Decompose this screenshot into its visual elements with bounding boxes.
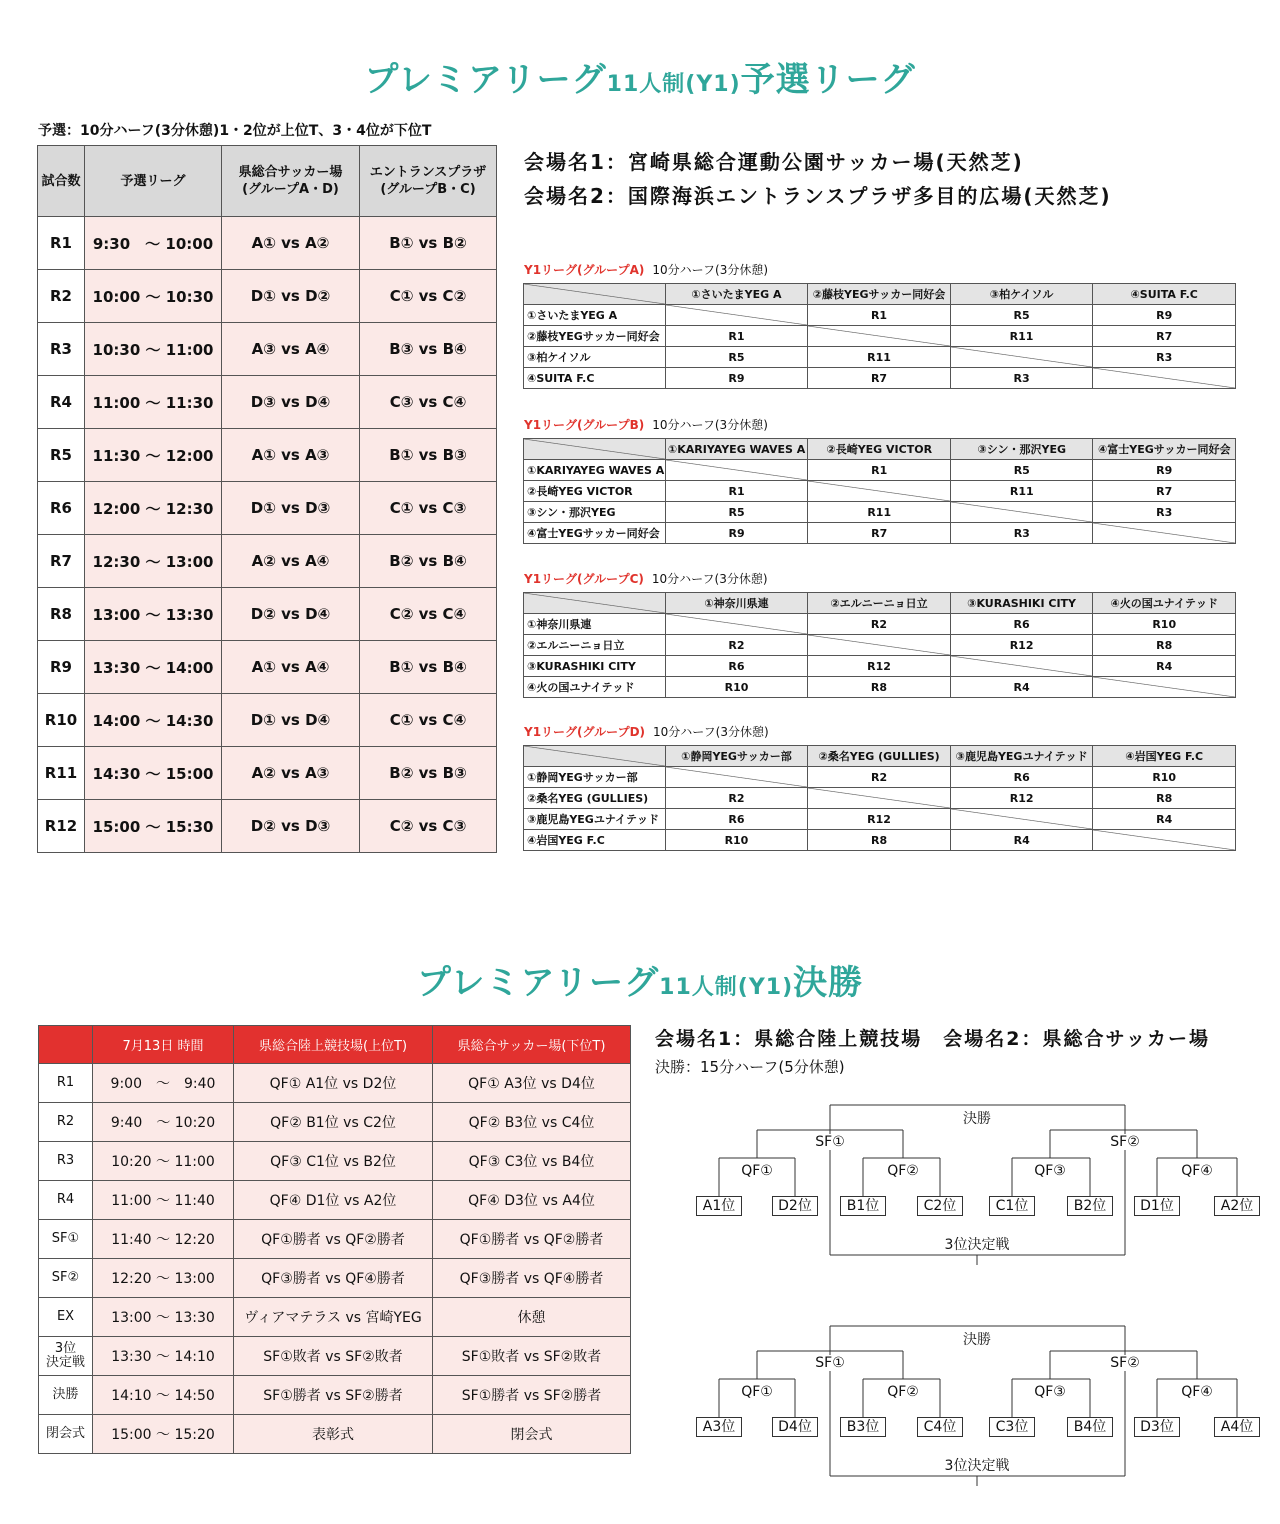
schedule-cell: D① vs D③ <box>222 482 360 535</box>
match-cell: R8 <box>1093 635 1236 656</box>
match-cell <box>951 502 1093 523</box>
match-cell <box>808 326 951 347</box>
finals-cell: QF④ D1位 vs A2位 <box>234 1181 433 1220</box>
group-label <box>524 261 768 278</box>
finals-cell: 9:00 ～ 9:40 <box>93 1064 234 1103</box>
team-row-label: ①KARIYAYEG WAVES A <box>524 460 666 481</box>
bracket-seed-box: A2位 <box>1214 1196 1260 1216</box>
group-table <box>523 283 1236 389</box>
match-cell: R10 <box>665 677 808 698</box>
schedule-cell: B③ vs B④ <box>360 323 497 376</box>
bracket-final-label: 決勝 <box>961 1108 993 1128</box>
finals-title <box>0 955 1280 1004</box>
team-row-label: ①さいたまYEG A <box>524 305 666 326</box>
schedule-cell: C① vs C④ <box>360 694 497 747</box>
match-cell <box>665 767 808 788</box>
match-cell <box>1093 368 1236 389</box>
team-header: ③KURASHIKI CITY <box>950 593 1093 614</box>
finals-cell: R2 <box>39 1103 93 1142</box>
match-cell: R8 <box>808 677 951 698</box>
schedule-cell: B② vs B④ <box>360 535 497 588</box>
match-cell: R11 <box>951 481 1093 502</box>
team-header: ③柏ケイソル <box>950 284 1093 305</box>
prelim-note: 予選：10分ハーフ(3分休憩)1・2位が上位T、3・4位が下位T <box>38 123 432 139</box>
match-cell: R1 <box>665 481 808 502</box>
schedule-cell: R1 <box>38 217 85 270</box>
finals-cell: QF①勝者 vs QF②勝者 <box>234 1220 433 1259</box>
group-label-name: Y1リーグ(グループD) <box>524 725 646 739</box>
finals-cell: R1 <box>39 1064 93 1103</box>
finals-cell: 13:00 ～ 13:30 <box>93 1298 234 1337</box>
header-cell: 試合数 <box>38 146 85 217</box>
match-cell: R10 <box>1093 614 1236 635</box>
schedule-cell: D① vs D④ <box>222 694 360 747</box>
schedule-cell: A① vs A③ <box>222 429 360 482</box>
match-cell: R12 <box>950 635 1093 656</box>
schedule-row <box>38 800 497 853</box>
finals-cell: 12:20 ～ 13:00 <box>93 1259 234 1298</box>
match-cell: R1 <box>808 460 951 481</box>
finals-venue: 会場名1：県総合陸上競技場 会場名2：県総合サッカー場 <box>655 1028 1211 1050</box>
schedule-cell: R10 <box>38 694 85 747</box>
match-cell <box>665 614 808 635</box>
finals-schedule-table <box>38 1025 631 1454</box>
match-cell: R10 <box>665 830 808 851</box>
match-cell: R6 <box>950 767 1093 788</box>
bracket-seed-box: A3位 <box>696 1417 742 1437</box>
bracket-third-label: 3位決定戦 <box>943 1455 1012 1475</box>
finals-title-main: プレミアリーグ <box>416 963 660 1003</box>
corner-cell <box>524 439 666 460</box>
team-header: ②藤枝YEGサッカー同好会 <box>808 284 951 305</box>
bracket-seed-box: B4位 <box>1067 1417 1113 1437</box>
prelim-title-small: 11人制(Y1) <box>606 72 741 97</box>
schedule-cell: A② vs A③ <box>222 747 360 800</box>
bracket-seed-box: B3位 <box>840 1417 886 1437</box>
match-cell: R4 <box>950 830 1093 851</box>
bracket-upper <box>650 1100 1270 1300</box>
team-header: ④岩国YEG F.C <box>1093 746 1236 767</box>
team-row-label: ②エルニーニョ日立 <box>524 635 666 656</box>
team-row-label: ④富士YEGサッカー同好会 <box>524 523 666 544</box>
finals-cell: QF① A1位 vs D2位 <box>234 1064 433 1103</box>
match-cell: R5 <box>951 460 1093 481</box>
match-cell: R5 <box>665 502 808 523</box>
match-cell: R6 <box>950 614 1093 635</box>
team-row-label: ②長崎YEG VICTOR <box>524 481 666 502</box>
match-cell: R7 <box>808 368 951 389</box>
header-cell: 県総合陸上競技場(上位T) <box>234 1026 433 1064</box>
bracket-qf-label: QF③ <box>1034 1384 1066 1400</box>
schedule-row <box>38 429 497 482</box>
finals-cell: SF①敗者 vs SF②敗者 <box>234 1337 433 1376</box>
schedule-cell: C③ vs C④ <box>360 376 497 429</box>
bracket-seed-box: A4位 <box>1214 1417 1260 1437</box>
team-row-label: ③鹿児島YEGユナイテッド <box>524 809 666 830</box>
prelim-title <box>0 52 1280 101</box>
match-cell: R2 <box>665 788 808 809</box>
schedule-cell: 14:30 ～ 15:00 <box>85 747 222 800</box>
bracket-sf-label: SF② <box>1110 1134 1140 1150</box>
finals-cell: QF② B3位 vs C4位 <box>433 1103 631 1142</box>
schedule-cell: D① vs D② <box>222 270 360 323</box>
bracket-seed-box: D2位 <box>772 1196 818 1216</box>
finals-cell: QF① A3位 vs D4位 <box>433 1064 631 1103</box>
team-row-label: ④火の国ユナイテッド <box>524 677 666 698</box>
match-cell: R8 <box>808 830 951 851</box>
finals-row <box>39 1220 631 1259</box>
match-cell: R4 <box>1093 656 1236 677</box>
group-label <box>524 570 768 587</box>
schedule-cell: 9:30 ～ 10:00 <box>85 217 222 270</box>
schedule-row <box>38 323 497 376</box>
schedule-cell: A① vs A④ <box>222 641 360 694</box>
schedule-row <box>38 694 497 747</box>
match-cell: R11 <box>950 326 1093 347</box>
bracket-qf-label: QF④ <box>1181 1163 1213 1179</box>
schedule-cell: 11:30 ～ 12:00 <box>85 429 222 482</box>
team-header: ②長崎YEG VICTOR <box>808 439 951 460</box>
schedule-cell: 11:00 ～ 11:30 <box>85 376 222 429</box>
schedule-cell: R5 <box>38 429 85 482</box>
schedule-cell: D② vs D④ <box>222 588 360 641</box>
match-cell: R9 <box>1093 460 1236 481</box>
schedule-row <box>38 588 497 641</box>
group-label-name: Y1リーグ(グループB) <box>524 418 645 432</box>
schedule-cell: 12:00 ～ 12:30 <box>85 482 222 535</box>
match-cell <box>808 635 951 656</box>
finals-row <box>39 1376 631 1415</box>
match-cell: R10 <box>1093 767 1236 788</box>
group-label-name: Y1リーグ(グループA) <box>524 263 645 277</box>
schedule-cell: C① vs C② <box>360 270 497 323</box>
corner-cell <box>524 746 666 767</box>
bracket-seed-box: A1位 <box>696 1196 742 1216</box>
bracket-lower <box>650 1321 1270 1521</box>
match-cell <box>665 460 808 481</box>
finals-cell: 休憩 <box>433 1298 631 1337</box>
finals-cell: SF①敗者 vs SF②敗者 <box>433 1337 631 1376</box>
finals-cell: QF③ C1位 vs B2位 <box>234 1142 433 1181</box>
match-cell: R3 <box>1093 502 1236 523</box>
schedule-row <box>38 217 497 270</box>
schedule-cell: A② vs A④ <box>222 535 360 588</box>
finals-title-tail: 決勝 <box>793 963 864 1003</box>
team-row-label: ③シン・那沢YEG <box>524 502 666 523</box>
team-row-label: ③柏ケイソル <box>524 347 666 368</box>
schedule-cell: 15:00 ～ 15:30 <box>85 800 222 853</box>
schedule-cell: C② vs C④ <box>360 588 497 641</box>
team-header: ②桑名YEG (GULLIES) <box>808 746 951 767</box>
bracket-seed-box: B2位 <box>1067 1196 1113 1216</box>
header-cell: 7月13日 時間 <box>93 1026 234 1064</box>
team-row-label: ①神奈川県連 <box>524 614 666 635</box>
schedule-row <box>38 270 497 323</box>
finals-cell: ヴィアマテラス vs 宮崎YEG <box>234 1298 433 1337</box>
match-cell <box>1093 523 1236 544</box>
team-header: ①静岡YEGサッカー部 <box>665 746 808 767</box>
match-cell: R12 <box>808 809 951 830</box>
corner-cell <box>524 593 666 614</box>
schedule-cell: A③ vs A④ <box>222 323 360 376</box>
match-cell: R3 <box>1093 347 1236 368</box>
team-header: ③シン・那沢YEG <box>951 439 1093 460</box>
group-label-format: 10分ハーフ(3分休憩) <box>652 418 768 432</box>
header-cell <box>39 1026 93 1064</box>
finals-note: 決勝：15分ハーフ(5分休憩) <box>655 1058 845 1076</box>
match-cell: R12 <box>808 656 951 677</box>
bracket-qf-label: QF① <box>741 1384 773 1400</box>
bracket-qf-label: QF② <box>887 1384 919 1400</box>
schedule-cell: R7 <box>38 535 85 588</box>
finals-cell: SF② <box>39 1259 93 1298</box>
bracket-seed-box: C1位 <box>989 1196 1035 1216</box>
group-label <box>524 723 769 740</box>
match-cell: R7 <box>1093 326 1236 347</box>
finals-cell: 11:40 ～ 12:20 <box>93 1220 234 1259</box>
schedule-cell: 10:00 ～ 10:30 <box>85 270 222 323</box>
schedule-row <box>38 747 497 800</box>
team-header: ①さいたまYEG A <box>665 284 808 305</box>
schedule-cell: R4 <box>38 376 85 429</box>
bracket-sf-label: SF① <box>815 1134 845 1150</box>
bracket-seed-box: C4位 <box>917 1417 963 1437</box>
group-table <box>523 745 1236 851</box>
prelim-title-tail: 予選リーグ <box>740 60 916 100</box>
match-cell: R3 <box>951 523 1093 544</box>
header-cell: エントランスプラザ (グループB・C) <box>360 146 497 217</box>
finals-cell: 決勝 <box>39 1376 93 1415</box>
match-cell: R11 <box>808 347 951 368</box>
bracket-third-label: 3位決定戦 <box>943 1234 1012 1254</box>
match-cell: R11 <box>808 502 951 523</box>
team-header: ③鹿児島YEGユナイテッド <box>950 746 1093 767</box>
bracket-seed-box: C3位 <box>989 1417 1035 1437</box>
match-cell: R5 <box>950 305 1093 326</box>
finals-row <box>39 1415 631 1454</box>
bracket-sf-label: SF② <box>1110 1355 1140 1371</box>
match-cell: R4 <box>1093 809 1236 830</box>
bracket-seed-box: D4位 <box>772 1417 818 1437</box>
venue-1: 会場名1：宮崎県総合運動公園サッカー場(天然芝) <box>524 150 1024 174</box>
match-cell: R9 <box>665 368 808 389</box>
match-cell: R8 <box>1093 788 1236 809</box>
finals-cell: QF③ C3位 vs B4位 <box>433 1142 631 1181</box>
finals-row <box>39 1259 631 1298</box>
finals-cell: 10:20 ～ 11:00 <box>93 1142 234 1181</box>
finals-title-small: 11人制(Y1) <box>659 975 794 1000</box>
schedule-cell: D② vs D③ <box>222 800 360 853</box>
match-cell: R2 <box>808 767 951 788</box>
header-cell: 県総合サッカー場(下位T) <box>433 1026 631 1064</box>
schedule-row <box>38 482 497 535</box>
finals-cell: 13:30 ～ 14:10 <box>93 1337 234 1376</box>
finals-cell: QF①勝者 vs QF②勝者 <box>433 1220 631 1259</box>
group-label-format: 10分ハーフ(3分休憩) <box>651 572 768 586</box>
schedule-cell: R6 <box>38 482 85 535</box>
schedule-cell: C② vs C③ <box>360 800 497 853</box>
schedule-cell: B① vs B④ <box>360 641 497 694</box>
schedule-cell: B① vs B③ <box>360 429 497 482</box>
group-label-format: 10分ハーフ(3分休憩) <box>652 263 769 277</box>
schedule-cell: A① vs A② <box>222 217 360 270</box>
schedule-cell: R12 <box>38 800 85 853</box>
finals-cell: 閉会式 <box>39 1415 93 1454</box>
finals-row <box>39 1181 631 1220</box>
finals-cell: EX <box>39 1298 93 1337</box>
bracket-seed-box: C2位 <box>917 1196 963 1216</box>
schedule-cell: 14:00 ～ 14:30 <box>85 694 222 747</box>
finals-cell: R3 <box>39 1142 93 1181</box>
venue-2: 会場名2：国際海浜エントランスプラザ多目的広場(天然芝) <box>524 184 1112 208</box>
finals-cell: QF④ D3位 vs A4位 <box>433 1181 631 1220</box>
match-cell: R1 <box>808 305 951 326</box>
team-header: ②エルニーニョ日立 <box>808 593 951 614</box>
match-cell <box>808 788 951 809</box>
finals-cell: 3位 決定戦 <box>39 1337 93 1376</box>
match-cell: R6 <box>665 656 808 677</box>
bracket-seed-box: D3位 <box>1134 1417 1180 1437</box>
team-header: ④火の国ユナイテッド <box>1093 593 1236 614</box>
match-cell <box>1093 830 1236 851</box>
bracket-qf-label: QF① <box>741 1163 773 1179</box>
header-cell: 予選リーグ <box>85 146 222 217</box>
bracket-qf-label: QF③ <box>1034 1163 1066 1179</box>
match-cell: R3 <box>950 368 1093 389</box>
finals-cell: 閉会式 <box>433 1415 631 1454</box>
bracket-seed-box: B1位 <box>840 1196 886 1216</box>
team-header: ①KARIYAYEG WAVES A <box>665 439 808 460</box>
schedule-cell: C① vs C③ <box>360 482 497 535</box>
finals-row <box>39 1142 631 1181</box>
finals-cell: SF①勝者 vs SF②勝者 <box>433 1376 631 1415</box>
schedule-cell: 13:30 ～ 14:00 <box>85 641 222 694</box>
team-header: ①神奈川県連 <box>665 593 808 614</box>
schedule-row <box>38 376 497 429</box>
match-cell <box>950 656 1093 677</box>
match-cell: R4 <box>950 677 1093 698</box>
schedule-cell: 10:30 ～ 11:00 <box>85 323 222 376</box>
group-table <box>523 438 1236 544</box>
team-row-label: ③KURASHIKI CITY <box>524 656 666 677</box>
match-cell: R2 <box>665 635 808 656</box>
bracket-seed-box: D1位 <box>1134 1196 1180 1216</box>
match-cell: R12 <box>950 788 1093 809</box>
prelim-title-main: プレミアリーグ <box>364 60 607 100</box>
schedule-cell: 13:00 ～ 13:30 <box>85 588 222 641</box>
finals-cell: SF①勝者 vs SF②勝者 <box>234 1376 433 1415</box>
team-row-label: ④岩国YEG F.C <box>524 830 666 851</box>
finals-cell: QF② B1位 vs C2位 <box>234 1103 433 1142</box>
schedule-cell: B① vs B② <box>360 217 497 270</box>
match-cell <box>950 809 1093 830</box>
schedule-cell: R8 <box>38 588 85 641</box>
group-label <box>524 416 768 433</box>
finals-cell: 11:00 ～ 11:40 <box>93 1181 234 1220</box>
schedule-cell: D③ vs D④ <box>222 376 360 429</box>
team-row-label: ②藤枝YEGサッカー同好会 <box>524 326 666 347</box>
finals-cell: 14:10 ～ 14:50 <box>93 1376 234 1415</box>
finals-cell: QF③勝者 vs QF④勝者 <box>433 1259 631 1298</box>
bracket-final-label: 決勝 <box>961 1329 993 1349</box>
bracket-qf-label: QF② <box>887 1163 919 1179</box>
match-cell <box>1093 677 1236 698</box>
schedule-cell: R9 <box>38 641 85 694</box>
schedule-cell: R3 <box>38 323 85 376</box>
match-cell: R7 <box>1093 481 1236 502</box>
match-cell <box>808 481 951 502</box>
group-table <box>523 592 1236 698</box>
match-cell: R9 <box>665 523 808 544</box>
match-cell: R5 <box>665 347 808 368</box>
match-cell: R1 <box>665 326 808 347</box>
group-label-format: 10分ハーフ(3分休憩) <box>653 725 769 739</box>
team-header: ④SUITA F.C <box>1093 284 1236 305</box>
team-row-label: ①静岡YEGサッカー部 <box>524 767 666 788</box>
schedule-cell: B② vs B③ <box>360 747 497 800</box>
schedule-cell: R2 <box>38 270 85 323</box>
finals-row <box>39 1064 631 1103</box>
team-row-label: ②桑名YEG (GULLIES) <box>524 788 666 809</box>
match-cell: R6 <box>665 809 808 830</box>
team-header: ④富士YEGサッカー同好会 <box>1093 439 1236 460</box>
match-cell: R9 <box>1093 305 1236 326</box>
match-cell: R2 <box>808 614 951 635</box>
group-label-name: Y1リーグ(グループC) <box>524 572 644 586</box>
finals-cell: QF③勝者 vs QF④勝者 <box>234 1259 433 1298</box>
match-cell <box>665 305 808 326</box>
schedule-cell: 12:30 ～ 13:00 <box>85 535 222 588</box>
finals-row <box>39 1337 631 1376</box>
finals-row <box>39 1103 631 1142</box>
bracket-qf-label: QF④ <box>1181 1384 1213 1400</box>
team-row-label: ④SUITA F.C <box>524 368 666 389</box>
match-cell <box>950 347 1093 368</box>
corner-cell <box>524 284 666 305</box>
finals-cell: 9:40 ～ 10:20 <box>93 1103 234 1142</box>
match-cell: R7 <box>808 523 951 544</box>
schedule-row <box>38 535 497 588</box>
finals-cell: 15:00 ～ 15:20 <box>93 1415 234 1454</box>
schedule-cell: R11 <box>38 747 85 800</box>
finals-row <box>39 1298 631 1337</box>
header-cell: 県総合サッカー場 (グループA・D) <box>222 146 360 217</box>
finals-cell: SF① <box>39 1220 93 1259</box>
bracket-sf-label: SF① <box>815 1355 845 1371</box>
finals-cell: R4 <box>39 1181 93 1220</box>
prelim-schedule-table <box>37 145 497 853</box>
schedule-row <box>38 641 497 694</box>
finals-cell: 表彰式 <box>234 1415 433 1454</box>
